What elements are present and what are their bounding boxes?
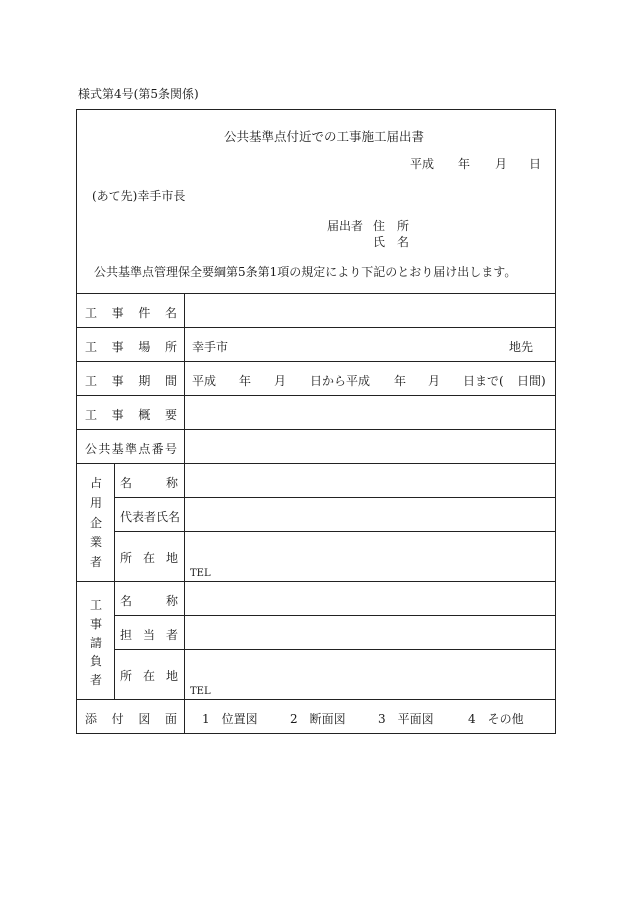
- statement: 公共基準点管理保全要綱第5条第1項の規定により下記のとおり届け出します。: [94, 265, 517, 279]
- period-month2: 月: [428, 374, 441, 388]
- occupant-representative-field[interactable]: [185, 498, 555, 531]
- date-day: 日: [529, 157, 542, 171]
- row-divider: [77, 361, 555, 362]
- period-from-era: 平成: [192, 374, 217, 388]
- row-divider: [114, 649, 555, 650]
- row-divider: [77, 699, 555, 700]
- period-label: 工 事 期 間: [85, 374, 177, 388]
- benchmark-number-label: 公 共 基 準 点 番 号: [85, 442, 177, 456]
- form-title: 公共基準点付近での工事施工届出書: [224, 129, 425, 144]
- row-divider: [114, 531, 555, 532]
- period-year2: 年: [394, 374, 407, 388]
- addressee: (あて先)幸手市長: [92, 189, 186, 203]
- column-divider: [114, 463, 115, 699]
- contractor-group-label: 工 事 請 負 者: [89, 598, 102, 687]
- attachments-label: 添 付 図 面: [85, 712, 177, 726]
- location-suffix: 地先: [509, 340, 534, 354]
- occupant-name-label: 名 称: [120, 476, 178, 490]
- date-era: 平成: [410, 157, 435, 171]
- applicant-address-label: 住 所: [373, 219, 410, 233]
- period-from-day: 日から平成: [310, 374, 371, 388]
- project-name-field[interactable]: [185, 294, 555, 327]
- occupant-group-label: 占 用 企 業 者: [89, 476, 102, 569]
- contractor-manager-label: 担 当 者: [120, 628, 178, 642]
- project-name-label: 工 事 件 名: [85, 306, 177, 320]
- contractor-address-label: 所 在 地: [120, 669, 178, 683]
- notification-form: [76, 109, 556, 734]
- period-month: 月: [274, 374, 287, 388]
- applicant-label: 届出者: [327, 219, 364, 233]
- form-number: 様式第4号(第5条関係): [78, 87, 199, 101]
- attachment-item-other[interactable]: 4 その他: [468, 712, 524, 726]
- benchmark-number-field[interactable]: [185, 430, 555, 463]
- applicant-name-label: 氏 名: [373, 235, 410, 249]
- contractor-manager-field[interactable]: [185, 616, 555, 649]
- attachment-item-location-map[interactable]: 1 位置図: [202, 712, 258, 726]
- attachment-item-cross-section[interactable]: 2 断面図: [290, 712, 346, 726]
- location-city: 幸手市: [192, 340, 229, 354]
- period-year: 年: [239, 374, 252, 388]
- occupant-tel-label: TEL: [190, 568, 211, 579]
- occupant-representative-label: 代表者氏名: [120, 510, 181, 524]
- summary-label: 工 事 概 要: [85, 408, 177, 422]
- location-label: 工 事 場 所: [85, 340, 177, 354]
- contractor-tel-label: TEL: [190, 686, 211, 697]
- row-divider: [77, 327, 555, 328]
- occupant-address-label: 所 在 地: [120, 551, 178, 565]
- period-days: 日間): [517, 374, 546, 388]
- summary-field[interactable]: [185, 396, 555, 429]
- contractor-name-label: 名 称: [120, 594, 178, 608]
- attachment-item-plan-view[interactable]: 3 平面図: [378, 712, 434, 726]
- contractor-name-field[interactable]: [185, 582, 555, 615]
- period-until: 日まで(: [463, 374, 504, 388]
- date-month: 月: [495, 157, 508, 171]
- date-year: 年: [458, 157, 471, 171]
- occupant-name-field[interactable]: [185, 464, 555, 497]
